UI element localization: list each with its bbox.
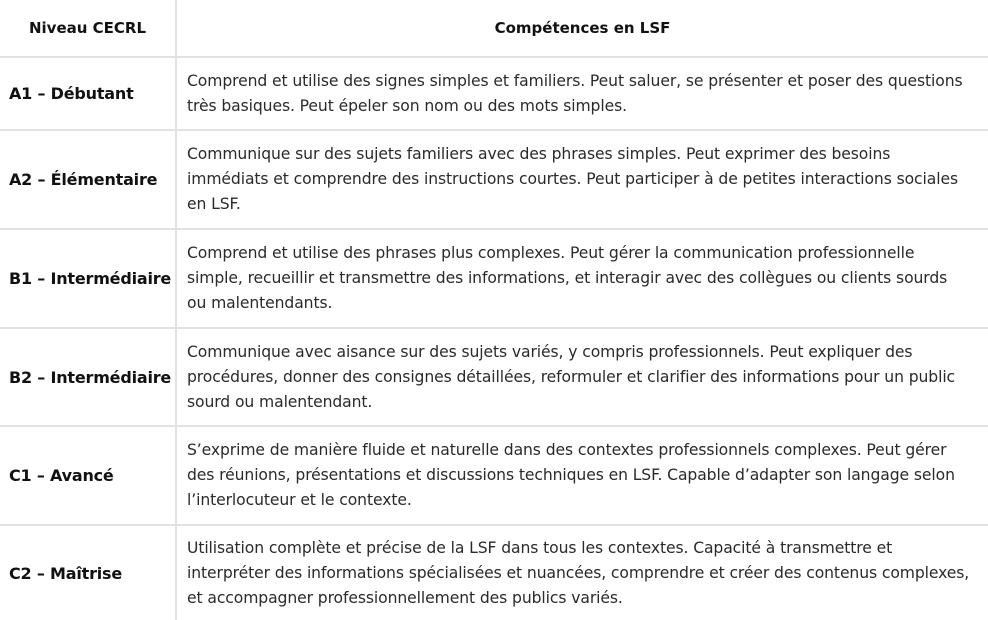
table-row [0,57,988,130]
table-row [0,328,988,426]
header-row [0,0,988,57]
level-cell: A2 – Élémentaire [0,130,176,229]
description-cell: Utilisation complète et précise de la LSF dans tous les contextes. Capacité à transmettre et interpréter des informations spécialisées et nuancées, comprendre et créer des contenus complexes, et accompagner professionnellement des publics variés. [176,525,988,620]
description-cell: Comprend et utilise des phrases plus complexes. Peut gérer la communication professionnelle simple, recueillir et transmettre des informations, et interagir avec des collègues ou clients sourds ou malentendants. [176,229,988,328]
level-cell: C1 – Avancé [0,426,176,525]
description-cell: Comprend et utilise des signes simples et familiers. Peut saluer, se présenter et poser des questions très basiques. Peut épeler son nom ou des mots simples. [176,57,988,130]
level-cell: B1 – Intermédiaire [0,229,176,328]
table-row [0,229,988,328]
description-cell: Communique sur des sujets familiers avec des phrases simples. Peut exprimer des besoins immédiats et comprendre des instructions courtes. Peut participer à de petites interactions sociales en LSF. [176,130,988,229]
description-cell: Communique avec aisance sur des sujets variés, y compris professionnels. Peut expliquer des procédures, donner des consignes détaillées, reformuler et clarifier des informations pour un public sourd ou malentendant. [176,328,988,426]
table-row [0,426,988,525]
header-skills: Compétences en LSF [176,0,988,57]
level-cell: C2 – Maîtrise [9,563,123,583]
table-row [0,130,988,229]
description-cell: S’exprime de manière fluide et naturelle dans des contextes professionnels complexes. Peut gérer des réunions, présentations et discussions techniques en LSF. Capable d’adapter son langage selon l’interlocuteur et le contexte. [176,426,988,525]
header-level: Niveau CECRL [0,0,176,57]
table-row [0,525,988,620]
level-cell: B2 – Intermédiaire [0,328,176,426]
level-cell: A1 – Débutant [0,57,176,130]
